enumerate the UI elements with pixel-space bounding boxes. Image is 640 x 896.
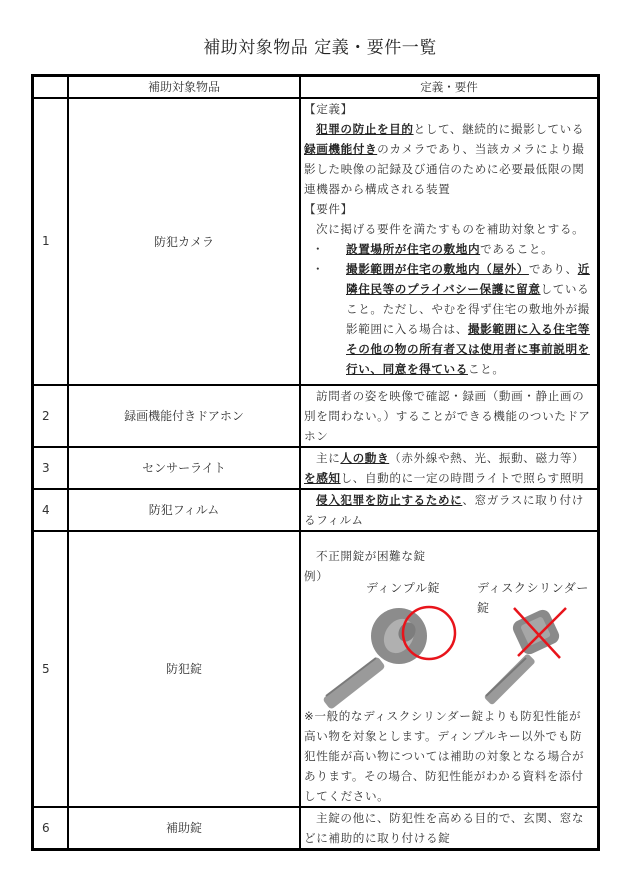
- text: 主錠の他に、防犯性を高める目的で、玄関、窓などに補助的に取り付ける錠: [304, 810, 585, 845]
- definition-cell: [300, 447, 599, 489]
- emphasis: 近隣住民等のプライバシー保護に留意: [346, 261, 590, 296]
- requirements-heading: 【要件】: [304, 201, 353, 216]
- text: し、自動的に一定の時間ライトで照らす照明: [340, 470, 585, 485]
- table-row: [33, 447, 599, 489]
- subsidy-items-table: [31, 74, 600, 851]
- emphasis: 撮影範囲が住宅の敷地内（屋外）: [346, 261, 529, 276]
- item-name: 防犯フィルム: [68, 489, 300, 531]
- emphasis: 録画機能付き: [304, 141, 378, 156]
- header-item: 補助対象物品: [68, 76, 300, 98]
- emphasis: を感知: [304, 470, 341, 485]
- header-definition: 定義・要件: [300, 76, 599, 98]
- definition-heading: 【定義】: [304, 101, 353, 116]
- table-row: [33, 531, 599, 807]
- disc-cylinder-key-icon: [484, 607, 562, 705]
- requirements-intro: 次に掲げる要件を満たすものを補助対象とする。: [316, 221, 585, 236]
- text: していること。ただし、やむを得ず住宅の敷地外が撮影範囲に入る場合は、: [346, 281, 590, 336]
- dimple-key-icon: [322, 608, 427, 710]
- page-title: 補助対象物品 定義・要件一覧: [203, 38, 437, 58]
- definition-cell: [300, 489, 599, 531]
- text: であり、: [528, 261, 578, 276]
- bullet-icon: ・: [312, 261, 325, 276]
- table-header-row: [33, 76, 599, 98]
- example-label: 例）: [304, 568, 329, 583]
- text: 、窓ガラスに取り付けるフィルム: [304, 492, 584, 527]
- key-comparison: [304, 580, 593, 706]
- text: 訪問者の姿を映像で確認・録画（動画・静止画の別を問わない。）することができる機能のついたドアホン: [304, 388, 591, 443]
- emphasis: 人の動き: [340, 450, 390, 465]
- row-number: 2: [33, 385, 69, 447]
- text: として、継続的に撮影している: [413, 121, 585, 136]
- emphasis: 犯罪の防止を目的: [316, 121, 414, 136]
- header-no: [33, 76, 69, 98]
- text: であること。: [480, 241, 554, 256]
- disc-cylinder-lock-label: ディスクシリンダー錠: [477, 580, 589, 615]
- emphasis: 設置場所が住宅の敷地内: [346, 241, 481, 256]
- definition-cell: [300, 98, 599, 385]
- text: 主に: [316, 450, 341, 465]
- definition-cell: [300, 531, 599, 807]
- item-name: センサーライト: [68, 447, 300, 489]
- table-row: [33, 98, 599, 385]
- definition-text: 不正開錠が困難な錠: [316, 548, 426, 563]
- text: こと。: [467, 361, 505, 376]
- emphasis: 侵入犯罪を防止するために: [316, 492, 463, 507]
- row-number: 1: [33, 98, 69, 385]
- bullet-icon: ・: [312, 241, 325, 256]
- key-illustrations: [304, 596, 604, 716]
- definition-cell: [300, 807, 599, 850]
- row-number: 6: [33, 807, 69, 850]
- requirement-item: [304, 259, 593, 379]
- requirement-item: [304, 239, 593, 259]
- item-name: 防犯カメラ: [68, 98, 300, 385]
- definition-text: [304, 119, 593, 199]
- emphasis: 撮影範囲に入る住宅等その他の物の所有者又は使用者に事前説明を行い、同意を得ている: [346, 321, 590, 376]
- note-text: ※一般的なディスクシリンダー錠よりも防犯性能が高い物を対象とします。ディンプルキー以外でも防犯性能が高い物については補助の対象となる場合があります。その場合、防犯性能がわかる資料を添付してください。: [304, 708, 585, 803]
- table-row: [33, 385, 599, 447]
- item-name: 防犯錠: [68, 531, 300, 807]
- item-name: 録画機能付きドアホン: [68, 385, 300, 447]
- text: のカメラであり、当該カメラにより撮影した映像の記録及び通信のために必要最低限の関連機器から構成される装置: [304, 141, 585, 196]
- item-name: 補助錠: [68, 807, 300, 850]
- definition-cell: [300, 385, 599, 447]
- table-row: [33, 489, 599, 531]
- row-number: 5: [33, 531, 69, 807]
- text: （赤外線や熱、光、振動、磁力等）: [389, 450, 585, 465]
- row-number: 3: [33, 447, 69, 489]
- table-row: [33, 807, 599, 850]
- row-number: 4: [33, 489, 69, 531]
- dimple-lock-label: ディンプル錠: [366, 580, 441, 595]
